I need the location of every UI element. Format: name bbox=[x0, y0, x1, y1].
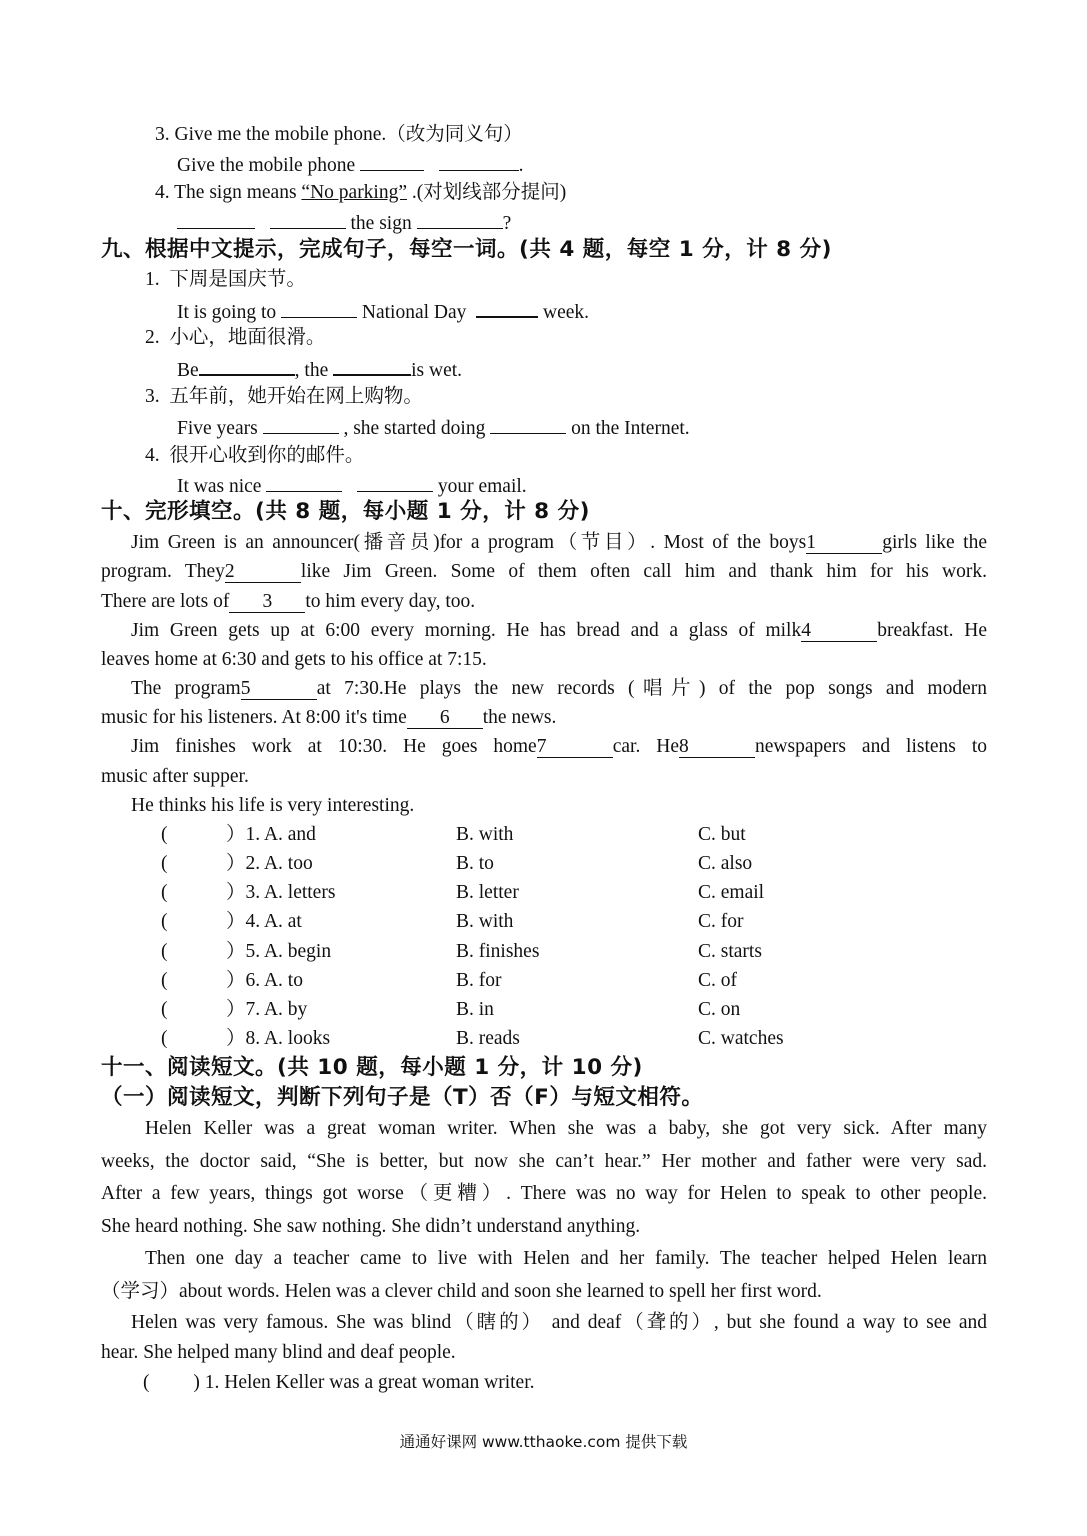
option-row-4: ( bbox=[161, 911, 168, 932]
cloze-line-5: leaves home at 6:30 and gets to his office at 7:15. bbox=[101, 649, 487, 670]
sec9-q4-chinese: 4. 很开心收到你的邮件。 bbox=[145, 445, 365, 466]
option-1-a: ）1. A. and bbox=[226, 824, 316, 845]
blank-5: 5 bbox=[241, 679, 317, 700]
cloze-line-9: music after supper. bbox=[101, 766, 249, 787]
reading-line-7: Helen was very famous. She was blind（瞎的） and deaf（聋的）, but she found a way to see and bbox=[131, 1312, 987, 1333]
cloze-line-6: The program5 at 7:30.He plays the new records (唱片) of the pop songs and modern bbox=[131, 678, 987, 699]
option-2-b: B. to bbox=[456, 853, 494, 874]
option-6-a: ）6. A. to bbox=[226, 970, 303, 991]
option-5-c: C. starts bbox=[698, 941, 762, 962]
option-5-b: B. finishes bbox=[456, 941, 540, 962]
option-3-b: B. letter bbox=[456, 882, 519, 903]
section-10-title: 十、完形填空。(共 8 题，每小题 1 分，计 8 分) bbox=[101, 499, 590, 524]
blank-2: 2 bbox=[225, 562, 301, 583]
sec9-q3-chinese: 3. 五年前，她开始在网上购物。 bbox=[145, 386, 423, 407]
cloze-line-4: Jim Green gets up at 6:00 every morning. He has bread and a glass of milk4 breakfast. He bbox=[131, 620, 987, 641]
option-6-b: B. for bbox=[456, 970, 502, 991]
option-2-c: C. also bbox=[698, 853, 753, 874]
page-footer: 通通好课网 www.tthaoke.com 提供下载 bbox=[399, 1433, 688, 1451]
judge-question-1: ( ) 1. Helen Keller was a great woman writer. bbox=[143, 1372, 535, 1393]
option-row-5: ( bbox=[161, 941, 168, 962]
sec9-q2-chinese: 2. 小心，地面很滑。 bbox=[145, 327, 326, 348]
blank-7: 7 bbox=[537, 737, 613, 758]
blank-4: 4 bbox=[801, 621, 877, 642]
sec9-q3-english: Five years , she started doing on the Internet. bbox=[177, 415, 690, 441]
section-9-title: 九、根据中文提示，完成句子，每空一词。(共 4 题，每空 1 分，计 8 分) bbox=[101, 237, 832, 262]
option-3-c: C. email bbox=[698, 882, 765, 903]
sec8-q4: 4. The sign means “No parking” .(对划线部分提问) bbox=[155, 182, 567, 203]
option-row-3: ( bbox=[161, 882, 168, 903]
sec8-q4-answer-line: the sign ? bbox=[177, 210, 511, 236]
sec9-q4-english: It was nice your email. bbox=[177, 473, 527, 499]
section-11-title: 十一、阅读短文。(共 10 题，每小题 1 分，计 10 分) bbox=[101, 1055, 643, 1080]
option-1-b: B. with bbox=[456, 824, 514, 845]
reading-line-5: Then one day a teacher came to live with Helen and her family. The teacher helped Helen learn bbox=[145, 1248, 987, 1269]
option-8-a: ）8. A. looks bbox=[226, 1028, 331, 1049]
option-3-a: ）3. A. letters bbox=[226, 882, 336, 903]
reading-line-8: hear. She helped many blind and deaf people. bbox=[101, 1342, 456, 1363]
blank-1: 1 bbox=[806, 533, 882, 554]
option-8-c: C. watches bbox=[698, 1028, 784, 1049]
cloze-line-7: music for his listeners. At 8:00 it's time 6 the news. bbox=[101, 707, 557, 728]
option-7-b: B. in bbox=[456, 999, 494, 1020]
option-row-8: ( bbox=[161, 1028, 168, 1049]
sec8-q3-answer-line: Give the mobile phone . bbox=[177, 152, 524, 178]
blank-8: 8 bbox=[679, 737, 755, 758]
cloze-line-2: program. They2 like Jim Green. Some of them often call him and thank him for his work. bbox=[101, 561, 987, 582]
blank-6: 6 bbox=[407, 708, 483, 729]
option-4-b: B. with bbox=[456, 911, 514, 932]
option-row-7: ( bbox=[161, 999, 168, 1020]
section-11-subtitle: （一）阅读短文，判断下列句子是（T）否（F）与短文相符。 bbox=[101, 1085, 704, 1110]
option-row-6: ( bbox=[161, 970, 168, 991]
option-6-c: C. of bbox=[698, 970, 737, 991]
option-row-1: ( bbox=[161, 824, 168, 845]
option-2-a: ）2. A. too bbox=[226, 853, 313, 874]
sec9-q1-chinese: 1. 下周是国庆节。 bbox=[145, 269, 306, 290]
option-4-a: ）4. A. at bbox=[226, 911, 302, 932]
sec9-q1-english: It is going to National Day week. bbox=[177, 298, 589, 325]
sec9-q2-english: Be , the is wet. bbox=[177, 356, 462, 383]
reading-line-1: Helen Keller was a great woman writer. When she was a baby, she got very sick. After many bbox=[145, 1118, 987, 1139]
reading-line-3: After a few years, things got worse（更糟）. There was no way for Helen to speak to other people. bbox=[101, 1183, 987, 1204]
reading-line-2: weeks, the doctor said, “She is better, but now she can’t hear.” Her mother and father were very sad. bbox=[101, 1151, 987, 1172]
option-5-a: ）5. A. begin bbox=[226, 941, 332, 962]
blank-3: 3 bbox=[229, 592, 305, 613]
option-row-2: ( bbox=[161, 853, 168, 874]
option-4-c: C. for bbox=[698, 911, 744, 932]
cloze-line-8: Jim finishes work at 10:30. He goes home7 car. He8 newspapers and listens to bbox=[131, 736, 987, 757]
cloze-line-3: There are lots of 3 to him every day, too. bbox=[101, 591, 476, 612]
cloze-line-10: He thinks his life is very interesting. bbox=[131, 795, 415, 816]
underlined-phrase: “No parking” bbox=[301, 182, 408, 203]
sec8-q3: 3. Give me the mobile phone.（改为同义句） bbox=[155, 124, 523, 145]
reading-line-4: She heard nothing. She saw nothing. She didn’t understand anything. bbox=[101, 1216, 641, 1237]
reading-line-6: （学习）about words. Helen was a clever child and soon she learned to spell her first word. bbox=[101, 1281, 822, 1302]
option-7-c: C. on bbox=[698, 999, 741, 1020]
option-7-a: ）7. A. by bbox=[226, 999, 308, 1020]
option-1-c: C. but bbox=[698, 824, 746, 845]
option-8-b: B. reads bbox=[456, 1028, 520, 1049]
cloze-line-1: Jim Green is an announcer(播音员)for a program（节目）. Most of the boys1 girls like the bbox=[131, 532, 988, 553]
